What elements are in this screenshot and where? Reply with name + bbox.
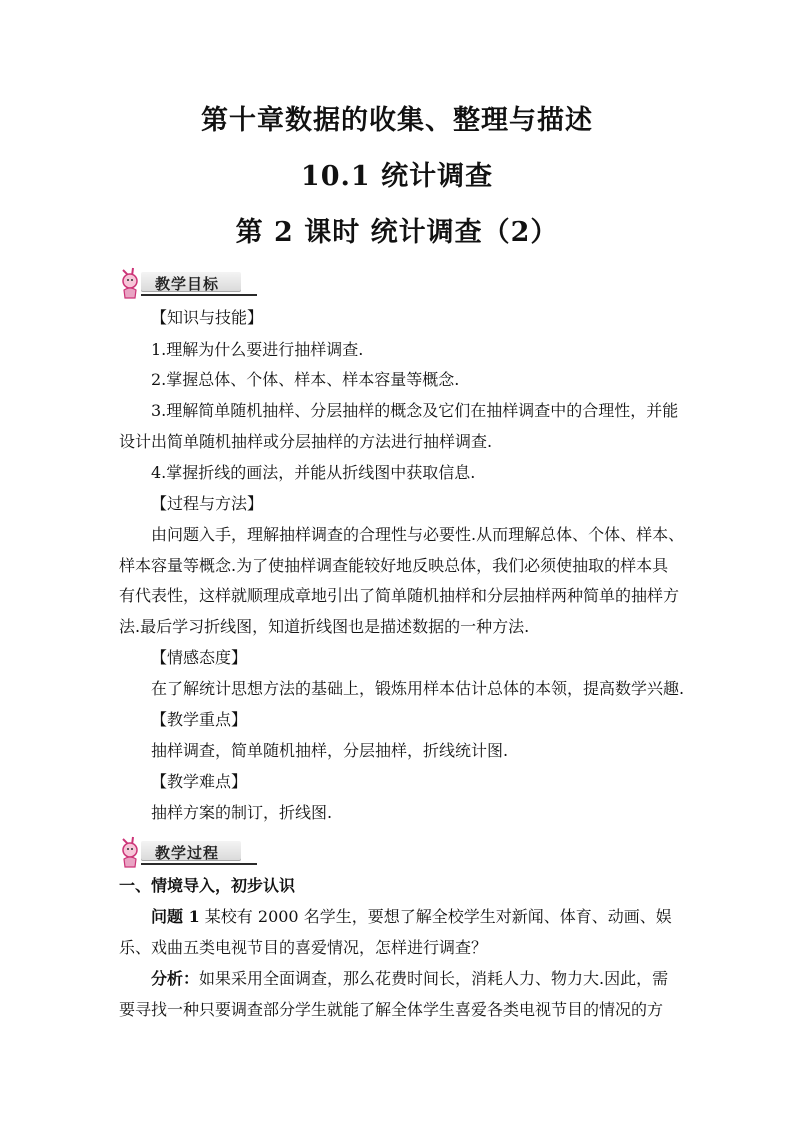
attitude-text: 在了解统计思想方法的基础上，锻炼用样本估计总体的本领，提高数学兴趣. [151,679,685,698]
analysis-line-1 [151,968,711,990]
teaching-process-banner [117,835,243,869]
knowledge-heading: 【知识与技能】 [151,308,264,327]
question-1-label: 问题 1 [151,907,200,926]
analysis-label: 分析： [151,969,200,988]
difficulty-heading: 【教学难点】 [151,772,248,791]
goal-item-2: 2.掌握总体、个体、样本、样本容量等概念. [151,370,460,389]
section-title: 10.1 统计调查 [300,161,494,192]
question-1-line-2: 乐、戏曲五类电视节目的喜爱情况，怎样进行调查？ [119,938,488,957]
attitude-heading: 【情感态度】 [151,648,248,667]
teaching-goals-banner [117,266,243,300]
banner-underline [141,294,257,296]
banner-label: 教学目标 [155,275,220,293]
chapter-title: 第十章数据的收集、整理与描述 [201,105,593,136]
goal-item-3: 3.理解简单随机抽样、分层抽样的概念及它们在抽样调查中的合理性，并能 [151,401,679,420]
method-line-4: 法.最后学习折线图，知道折线图也是描述数据的一种方法. [119,617,530,636]
question-1-text: 某校有 2000 名学生，要想了解全校学生对新闻、体育、动画、娱 [199,907,672,926]
lesson-title: 第 2 课时 统计调查（2） [235,217,559,248]
analysis-line-2: 要寻找一种只要调查部分学生就能了解全体学生喜爱各类电视节目的情况的方 [119,1000,664,1019]
section-heading-intro: 一、情境导入，初步认识 [119,876,296,895]
goal-item-4: 4.掌握折线的画法，并能从折线图中获取信息. [151,463,476,482]
goal-item-3-cont: 设计出简单随机抽样或分层抽样的方法进行抽样调查. [119,432,493,451]
analysis-text: 如果采用全面调查，那么花费时间长，消耗人力、物力大.因此，需 [199,969,669,988]
method-line-1: 由问题入手，理解抽样调查的合理性与必要性.从而理解总体、个体、样本、 [151,525,685,544]
banner-underline [141,863,257,865]
method-heading: 【过程与方法】 [151,494,264,513]
banner-plate [141,272,241,292]
key-heading: 【教学重点】 [151,710,248,729]
difficulty-text: 抽样方案的制订，折线图. [151,803,333,822]
banner-label: 教学过程 [155,844,220,862]
method-line-2: 样本容量等概念.为了使抽样调查能较好地反映总体，我们必须使抽取的样本具 [119,556,669,575]
method-line-3: 有代表性，这样就顺理成章地引出了简单随机抽样和分层抽样两种简单的抽样方 [119,586,680,605]
question-1-line-1 [151,906,711,928]
key-text: 抽样调查，简单随机抽样，分层抽样，折线统计图. [151,741,509,760]
banner-plate [141,841,241,861]
goal-item-1: 1.理解为什么要进行抽样调查. [151,340,364,359]
